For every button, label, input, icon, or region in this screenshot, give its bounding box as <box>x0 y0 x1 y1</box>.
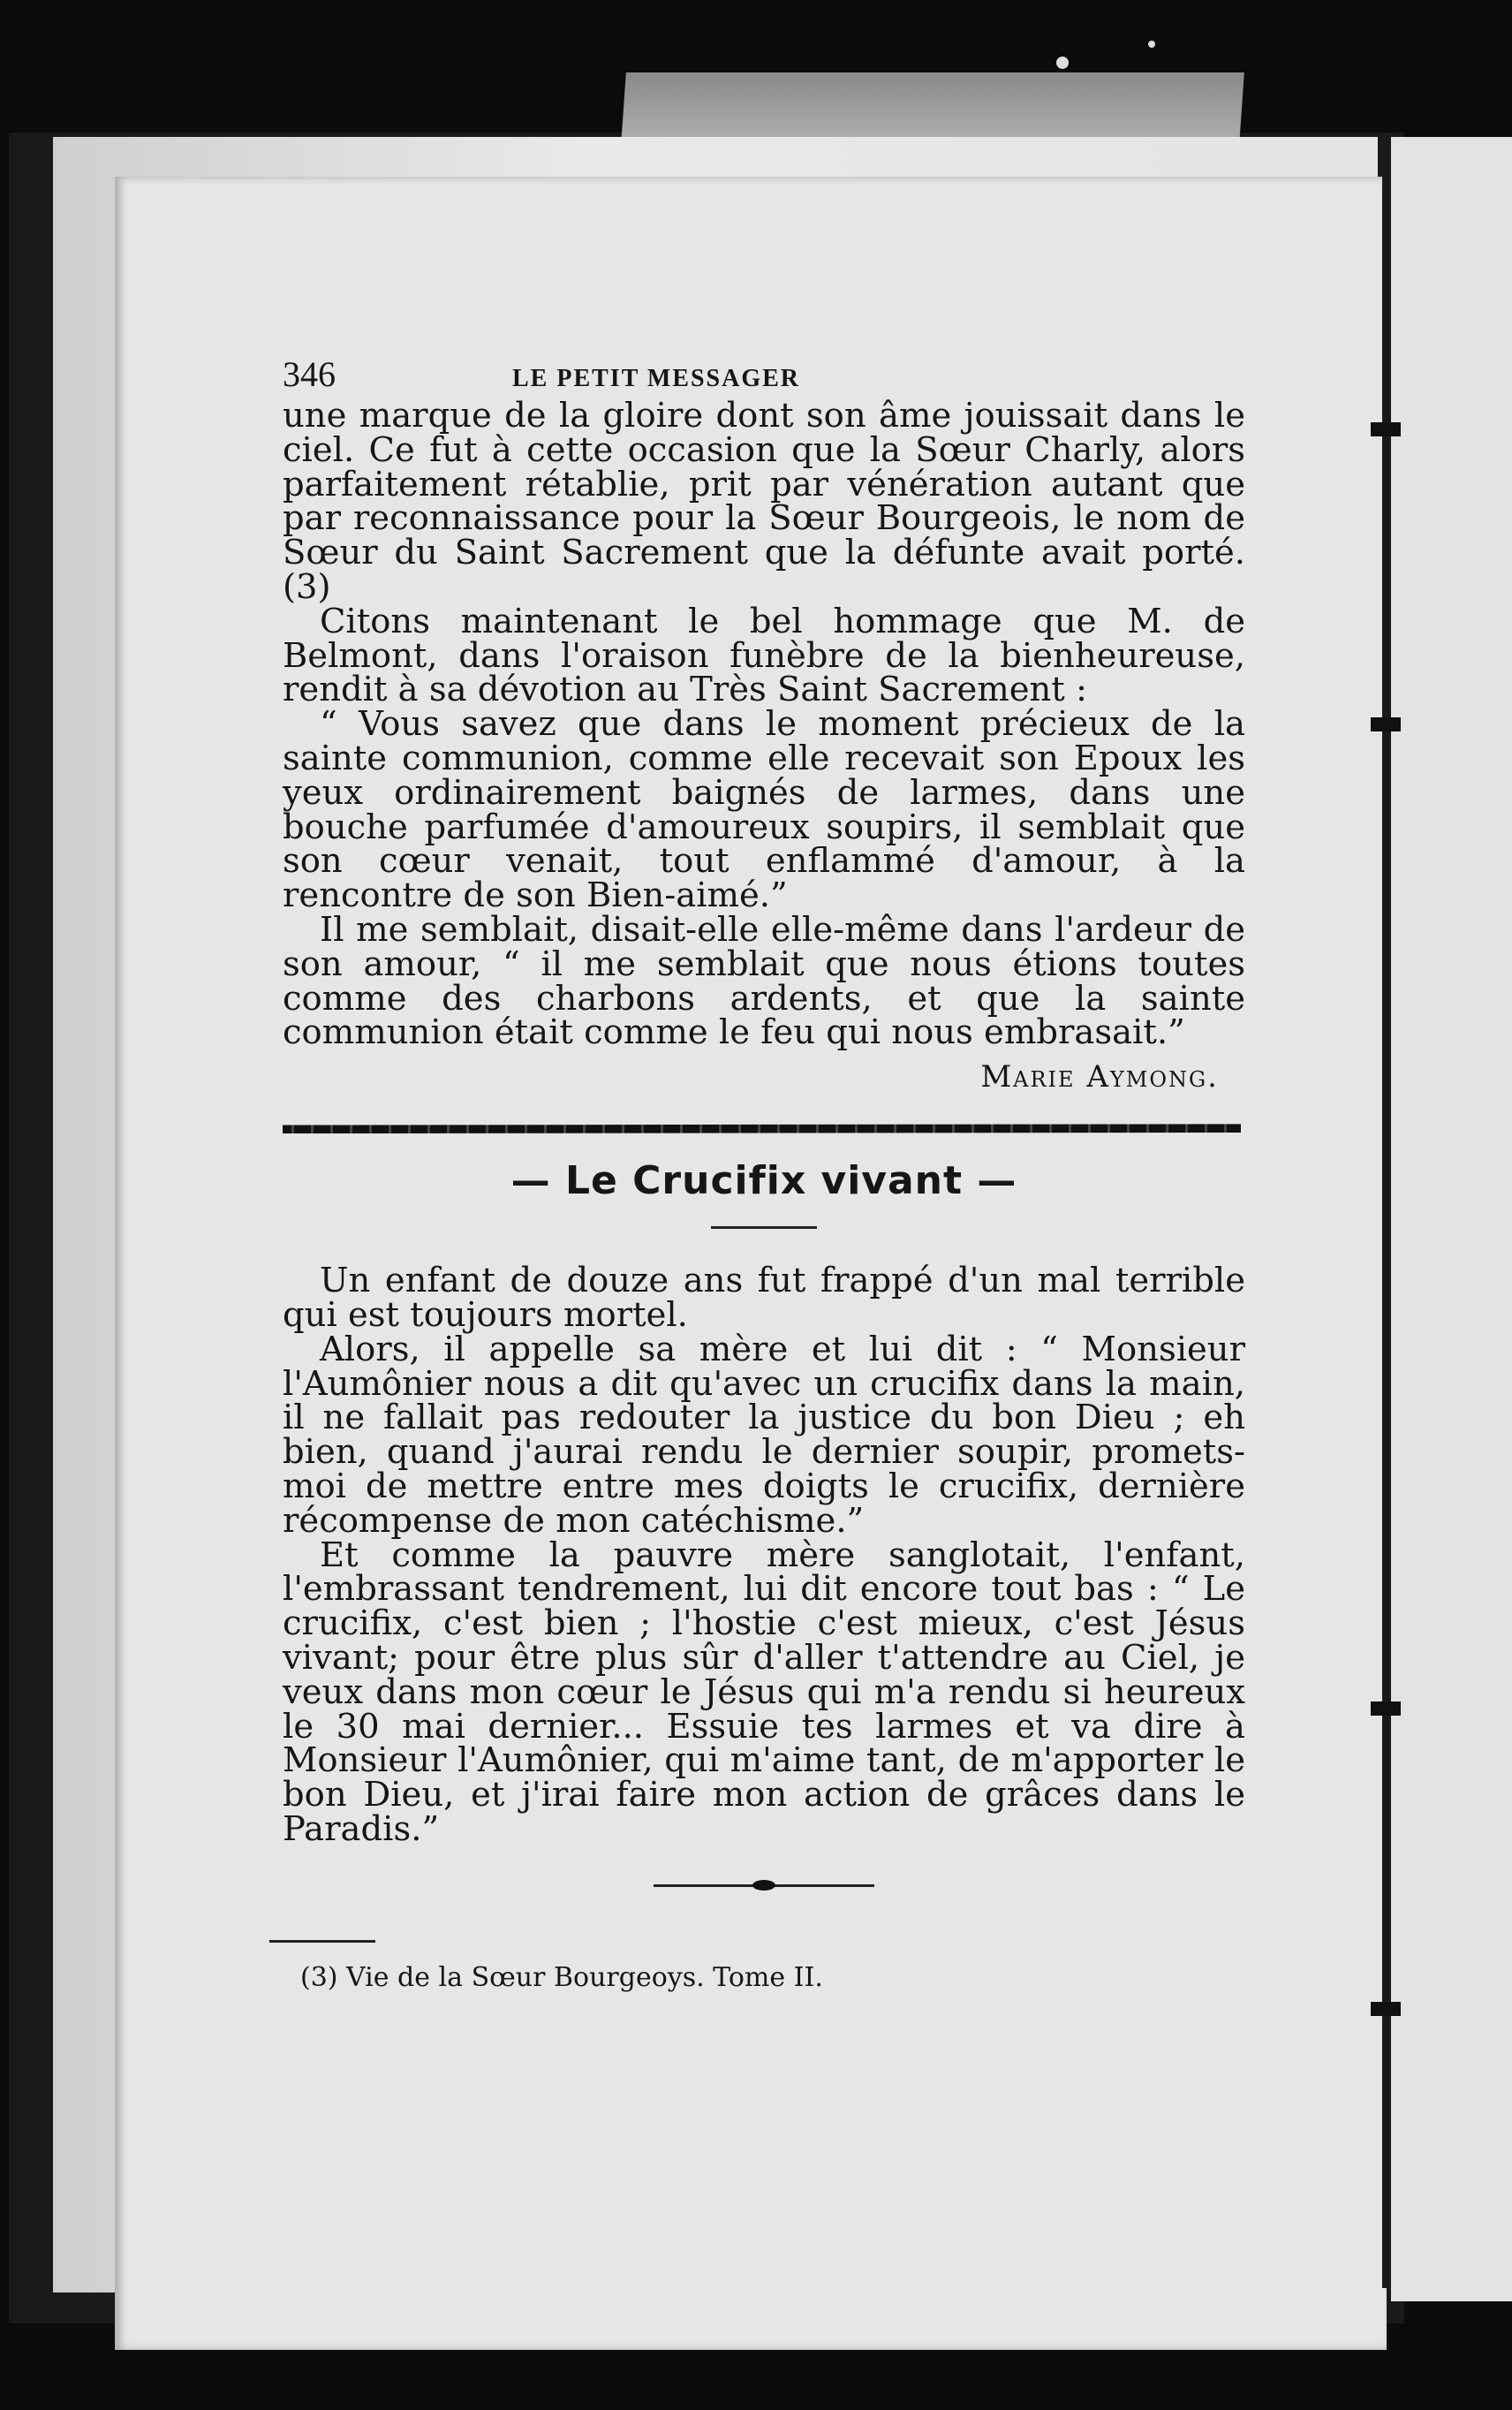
footnote-rule <box>269 1940 375 1943</box>
book-gutter <box>1382 133 1391 2288</box>
binding-stitch <box>1371 717 1401 731</box>
paragraph: Un enfant de douze ans fut frappé d'un mal terrible qui est toujours mortel. <box>283 1261 1245 1335</box>
right-page <box>1391 137 1512 2301</box>
page-header <box>283 353 1245 399</box>
running-title: LE PETIT MESSAGER <box>512 365 801 392</box>
footnote: (3) Vie de la Sœur Bourgeoys. Tome II. <box>300 1961 823 1993</box>
article-title: — Le Crucifix vivant — <box>510 1158 1017 1204</box>
page-content <box>283 353 1245 1993</box>
scan-speck <box>1148 41 1155 48</box>
scan-speck <box>1056 57 1069 69</box>
binding-stitch <box>1371 2002 1401 2016</box>
binding-stitch <box>1371 422 1401 436</box>
paragraph: Alors, il appelle sa mère et lui dit : “ Monsieur l'Aumônier nous a dit qu'avec un crucifix dans la main, il ne fallait pas redouter la justice du bon Dieu ; eh bien, quand j'aurai rendu le dernier soupir, promets-moi de mettre entre mes doigts le crucifix, dernière récompense de mon catéchisme.” <box>283 1329 1245 1541</box>
decorative-divider <box>283 1123 1241 1133</box>
paragraph: Et comme la pauvre mère sanglotait, l'enfant, l'embrassant tendrement, lui dit encore tout bas : “ Le crucifix, c'est bien ; l'hostie c'est mieux, c'est Jésus vivant; pour être plus sûr d'aller t'attendre au Ciel, je veux dans mon cœur le Jésus qui m'a rendu si heureux le 30 mai dernier... Essuie tes larmes et va dire à Monsieur l'Aumônier, qui m'aime tant, de m'apporter le bon Dieu, et j'irai faire mon action de grâces dans le Paradis.” <box>283 1535 1245 1849</box>
paragraph: une marque de la gloire dont son âme jouissait dans le ciel. Ce fut à cette occasion que la Sœur Charly, alors parfaitement rétablie, prit par vénération autant que par reconnaissance pour la Sœur Bourgeois, le nom de Sœur du Saint Sacrement que la défunte avait porté. (3) <box>283 396 1245 607</box>
paragraph: Citons maintenant le bel hommage que M. de Belmont, dans l'oraison funèbre de la bienheureuse, rendit à sa dévotion au Très Saint Sacrement : <box>283 601 1245 710</box>
ornament-divider <box>654 1884 874 1887</box>
binding-stitch <box>1371 1701 1401 1716</box>
author-signature: Marie Aymong. <box>980 1059 1219 1095</box>
title-rule <box>711 1226 817 1229</box>
quotation: “ Vous savez que dans le moment précieux de la sainte communion, comme elle recevait son Epoux les yeux ordinairement baignés de larmes, dans une bouche parfumée d'amoureux soupirs, il semblait que son cœur venait, tout enflammé d'amour, à la rencontre de son Bien-aimé.” <box>283 704 1245 916</box>
paragraph: Il me semblait, disait-elle elle-même dans l'ardeur de son amour, “ il me semblait que nous étions toutes comme des charbons ardents, et que la sainte communion était comme le feu qui nous embrasait.” <box>283 909 1245 1053</box>
page-number: 346 <box>283 354 336 394</box>
